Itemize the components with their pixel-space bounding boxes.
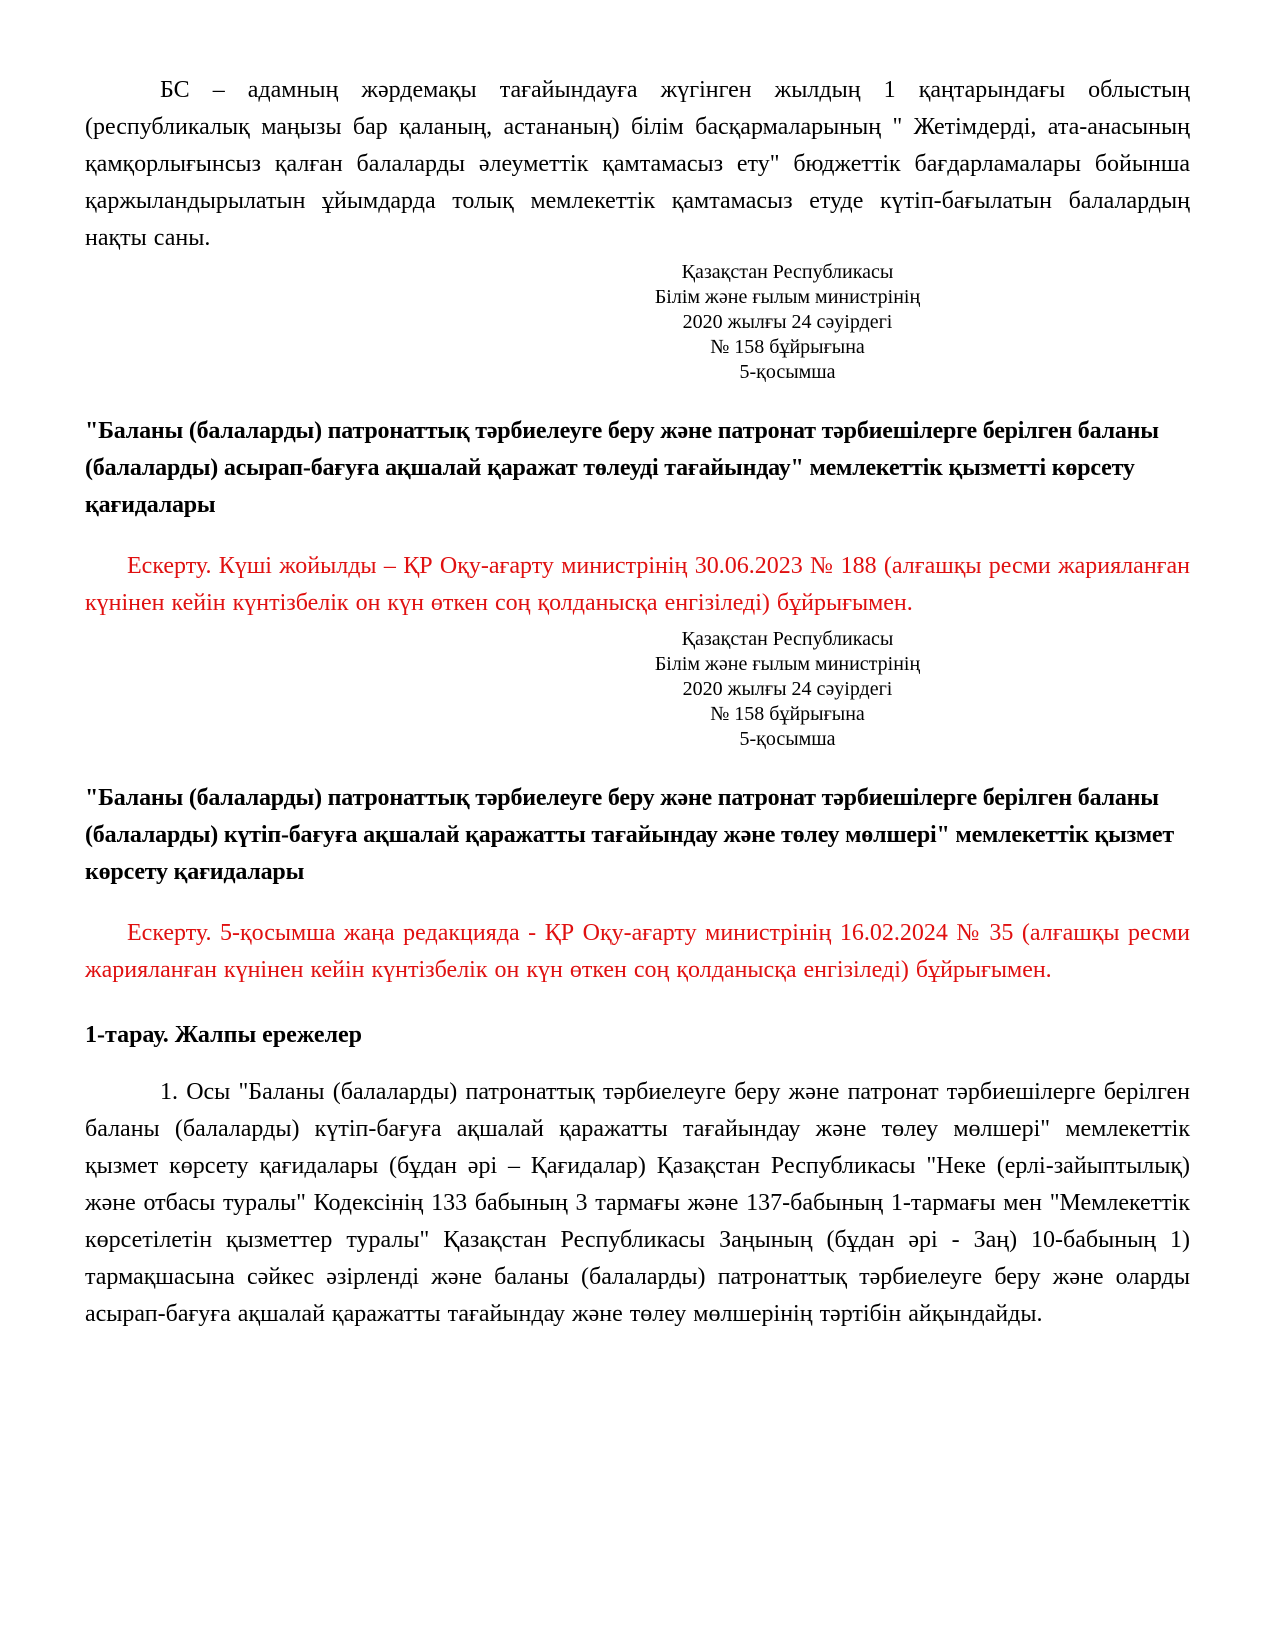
appendix-line-country: Қазақстан Республикасы <box>681 628 894 650</box>
chapter-1-heading: 1-тарау. Жалпы ережелер <box>85 1022 363 1048</box>
appendix-line-date: 2020 жылғы 24 сәуірдегі <box>682 311 893 333</box>
appendix-line-ministry: Білім және ғылым министрінің <box>654 286 921 308</box>
appendix-line-ministry: Білім және ғылым министрінің <box>654 653 921 675</box>
appendix-line-date: 2020 жылғы 24 сәуірдегі <box>682 678 893 700</box>
appendix-line-order-number: № 158 бұйрығына <box>710 336 865 358</box>
repeal-note: Ескерту. Күші жойылды – ҚР Оқу-ағарту министрінің 30.06.2023 № 188 (алғашқы ресми жарияланған күнінен кейін күнтізбелік он күн өткен соң қолданысқа енгізіледі) бұйрығымен. <box>85 553 1190 616</box>
appendix-line-annex-number: 5-қосымша <box>739 361 836 383</box>
appendix-reference-block-2 <box>85 627 1190 752</box>
appendix-line-annex-number: 5-қосымша <box>739 728 836 750</box>
revision-note: Ескерту. 5-қосымша жаңа редакцияда - ҚР Оқу-ағарту министрінің 16.02.2024 № 35 (алғашқы ресми жарияланған күнінен кейін күнтізбелік он күн өткен соң қолданысқа енгізіледі) бұйрығымен. <box>85 920 1190 983</box>
appendix-line-order-number: № 158 бұйрығына <box>710 703 865 725</box>
appendix-line-country: Қазақстан Республикасы <box>681 261 894 283</box>
rule-title-1: "Баланы (балаларды) патронаттық тәрбиелеуге беру және патронат тәрбиешілерге берілген баланы (балаларды) асырап-бағуға ақшалай қаражат төлеуді тағайындау" мемлекеттік қызметті көрсету қағидалары <box>85 418 1159 518</box>
rule-title-2: "Баланы (балаларды) патронаттық тәрбиелеуге беру және патронат тәрбиешілерге берілген баланы (балаларды) күтіп-бағуға ақшалай қаражатты тағайындау және төлеу мөлшері" мемлекеттік қызмет көрсету қағидалары <box>85 785 1174 885</box>
clause-1-paragraph: 1. Осы "Баланы (балаларды) патронаттық тәрбиелеуге беру және патронат тәрбиешілерге берілген баланы (балаларды) күтіп-бағуға ақшалай қаражатты тағайындау және төлеу мөлшері" мемлекеттік қызмет көрсету қағидалары (бұдан әрі – Қағидалар) Қазақстан Республикасы "Неке (ерлі-зайыптылық) және отбасы туралы" Кодексінің 133 бабының 3 тармағы және 137-бабының 1-тармағы мен "Мемлекеттік көрсетілетін қызметтер туралы" Қазақстан Республикасы Заңының (бұдан әрі - Заң) 10-бабының 1) тармақшасына сәйкес әзірленді және баланы (балаларды) патронаттық тәрбиелеуге беру және оларды асырап-бағуға ақшалай қаражатты тағайындау және төлеу мөлшерінің тәртібін айқындайды. <box>85 1079 1190 1327</box>
appendix-reference-block-1 <box>85 260 1190 385</box>
definition-paragraph: БС – адамның жәрдемақы тағайындауға жүгінген жылдың 1 қаңтарындағы облыстың (республикалық маңызы бар қаланың, астананың) білім басқармаларының " Жетімдерді, ата-анасының қамқорлығынсыз қалған балаларды әлеуметтік қамтамасыз ету" бюджеттік бағдарламалары бойынша қаржыландырылатын ұйымдарда толық мемлекеттік қамтамасыз етуде күтіп-бағылатын балалардың нақты саны. <box>85 77 1190 251</box>
